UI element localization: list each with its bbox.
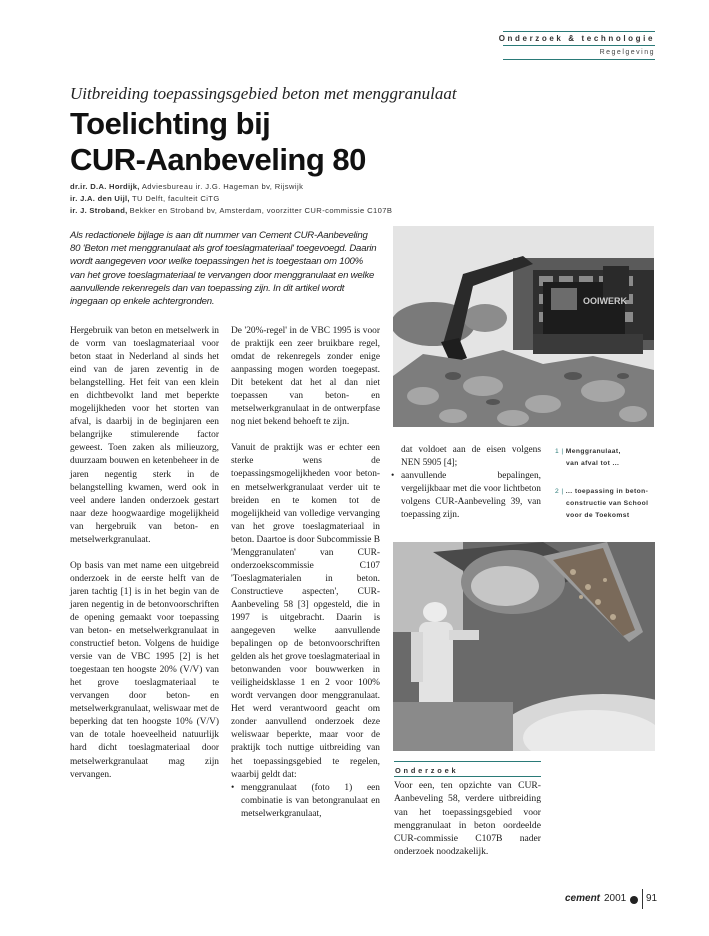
caption-number: 2 |	[555, 488, 564, 495]
author-name: dr.ir. D.A. Hordijk,	[70, 182, 140, 191]
footer-logo-icon	[630, 896, 638, 904]
sidebar-rule-bottom	[394, 776, 541, 777]
caption-text: ... toepassing in beton-	[565, 488, 649, 495]
body-paragraph: Vanuit de praktijk was er echter een sterke wens de toepassingsmogelijkheden voor beton- en metselwerkgranulaat verder uit te breiden en te komen tot de mogelijkheid van volledige vervanging van het grove toeslagmateriaal in beton. Daartoe is door Subcommissie B 'Menggranulaten' van CUR-onderzoekscommissie C107 'Toeslagmaterialen in beton. Constructieve aspecten', CUR-Aanbeveling 58 [3] opgesteld, die in 1997 is uitgebracht. Daarin is aangegeven welke aanvullende bepalingen op de betonvoorschriften gelden als het grove toeslagmateriaal in betonwanden voor bouwwerken in veiligheidsklasse 1 en 2 voor 100% wordt vervangen door menggranulaat. Het werd verantwoord geacht om zonder aanvullend onderzoek deze weliswaar beperkte, maar voor de praktijk toch nuttige uitbreiding van het toepassingsgebied te regelen, waarbij geldt dat:	[231, 443, 380, 780]
intro-paragraph: Als redactionele bijlage is aan dit nummer van Cement CUR-Aanbeveling 80 'Beton met menggranulaat als grof toeslagmateriaal' toegevoegd. Daarin wordt aangegeven voor welke toepassingen het is toegestaan om 100% van het grove toeslagmateriaal te vervangen door menggranulaat en welke aanvullende rekenregels dan van toepassing zijn. In dit artikel wordt ingegaan op enkele achtergronden.	[70, 230, 377, 308]
body-paragraph: Op basis van met name een uitgebreid onderzoek in de eerste helft van de jaren tachtig [1] is in het begin van de jaren negentig in de betonvoorschriften de opening gemaakt voor toepassing van beton- en metselwerkgranulaat in constructief beton. Volgens de huidige versie van de VBC 1995 [2] is het toegestaan ten hoogste 20% (V/V) van het grove toeslagmateriaal te vervangen door beton- en metselwerkgranulaat, weliswaar met de beperking dat ten hoogste 10% (V/V) van de totale hoeveelheid natuurlijk hard dicht toeslagmateriaal door metselwerkgranulaat mag zijn vervangen.	[70, 560, 219, 780]
list-item-text: aanvullende bepalingen, vergelijkbaar met die voor lichtbeton volgens CUR-Aanbeveling 39, van toepassing zijn.	[401, 471, 541, 521]
body-column-1	[70, 325, 219, 795]
list-item-continuation: dat voldoet aan de eisen volgens NEN 5905 [4];	[401, 445, 541, 469]
caption-number: 1 |	[555, 448, 564, 455]
bullet-list	[231, 782, 380, 821]
article-title	[70, 106, 450, 178]
body-paragraph: Hergebruik van beton en metselwerk in de vorm van toeslagmateriaal voor beton staat in Nederland al sinds het eind van de jaren zeventig in de belangstelling. Het feit van een klein en dichtbevolkt land met beperkte mogelijkheden voor het storten van afval, is daarbij in de beginjaren een belangrijke stimulerende factor geweest. Toen zaken als milieuzorg, duurzaam bouwen en ketenbeheer in de jaren negentig sterk in de belangstelling kwamen, werd ook in veel andere landen onderzoek gestart naar deze hoogwaardige mogelijkheid van hergebruik van beton- en metselwerkgranulaat.	[70, 326, 219, 545]
body-column-3	[391, 444, 541, 522]
author-name: ir. J. Stroband,	[70, 206, 128, 215]
bullet-icon: •	[231, 782, 235, 793]
author-affiliation: TU Delft, faculteit CiTG	[131, 194, 220, 203]
author-affiliation: Adviesbureau ir. J.G. Hageman bv, Rijswijk	[141, 182, 304, 191]
sidebar-rule-top	[394, 761, 541, 762]
author-line	[70, 181, 470, 193]
caption-line: voor de Toekomst	[566, 512, 630, 519]
bullet-list	[391, 444, 541, 522]
footer-divider	[642, 889, 643, 909]
caption-line	[555, 486, 665, 498]
header-rule-top	[503, 31, 655, 32]
title-line-1: Toelichting bij	[70, 106, 271, 141]
photo-demolition	[393, 226, 654, 427]
page-number: 91	[646, 893, 658, 904]
header-rule-mid	[503, 45, 655, 46]
list-item	[231, 782, 380, 821]
title-line-2: CUR-Aanbeveling 80	[70, 142, 366, 177]
header-rule-bottom	[503, 59, 655, 60]
footer-magazine-name: cement	[565, 893, 601, 904]
sidebar-heading: Onderzoek	[395, 766, 459, 775]
authors-block	[70, 181, 470, 217]
body-column-2	[231, 325, 380, 821]
author-name: ir. J.A. den Uijl,	[70, 194, 130, 203]
caption-text: Menggranulaat,	[565, 448, 621, 455]
caption-photo-1	[555, 446, 665, 470]
caption-line: constructie van School	[566, 500, 649, 507]
list-item	[391, 470, 541, 522]
caption-photo-2	[555, 486, 665, 522]
list-item-text: menggranulaat (foto 1) een combinatie is van betongranulaat en metselwerkgranulaat,	[241, 782, 380, 819]
bullet-icon: •	[391, 471, 395, 482]
concrete-photo-illustration	[393, 542, 655, 751]
section-label: Onderzoek & technologie	[498, 34, 655, 43]
subsection-label: Regelgeving	[599, 49, 655, 56]
footer-year: 2001	[604, 893, 627, 904]
sidebar-text: Voor een, ten opzichte van CUR-Aanbeveling 58, verdere uitbreiding van het toepassingsgebied voor menggranulaat in beton oordeelde CUR-commissie C107B nader onderzoek noodzakelijk.	[394, 780, 541, 858]
article-subtitle: Uitbreiding toepassingsgebied beton met menggranulaat	[70, 84, 457, 103]
excavator-photo-illustration	[393, 226, 654, 427]
photo-sign-text: OOIWERK	[583, 296, 627, 306]
caption-line	[555, 446, 665, 458]
photo-concrete-pour	[393, 542, 655, 751]
author-line	[70, 193, 470, 205]
caption-line: van afval tot ...	[566, 460, 620, 467]
body-paragraph: De '20%-regel' in de VBC 1995 is voor de praktijk een zeer bruikbare regel, omdat de rekenregels zonder enige aanpassing mogen worden toegepast. Dit betekent dat het al dan niet toepassen van beton- en metselwerkgranulaat in de ontwerpfase nog niet bekend behoeft te zijn.	[231, 326, 380, 428]
author-affiliation: Bekker en Stroband bv, Amsterdam, voorzitter CUR-commissie C107B	[129, 206, 393, 215]
author-line	[70, 205, 470, 217]
